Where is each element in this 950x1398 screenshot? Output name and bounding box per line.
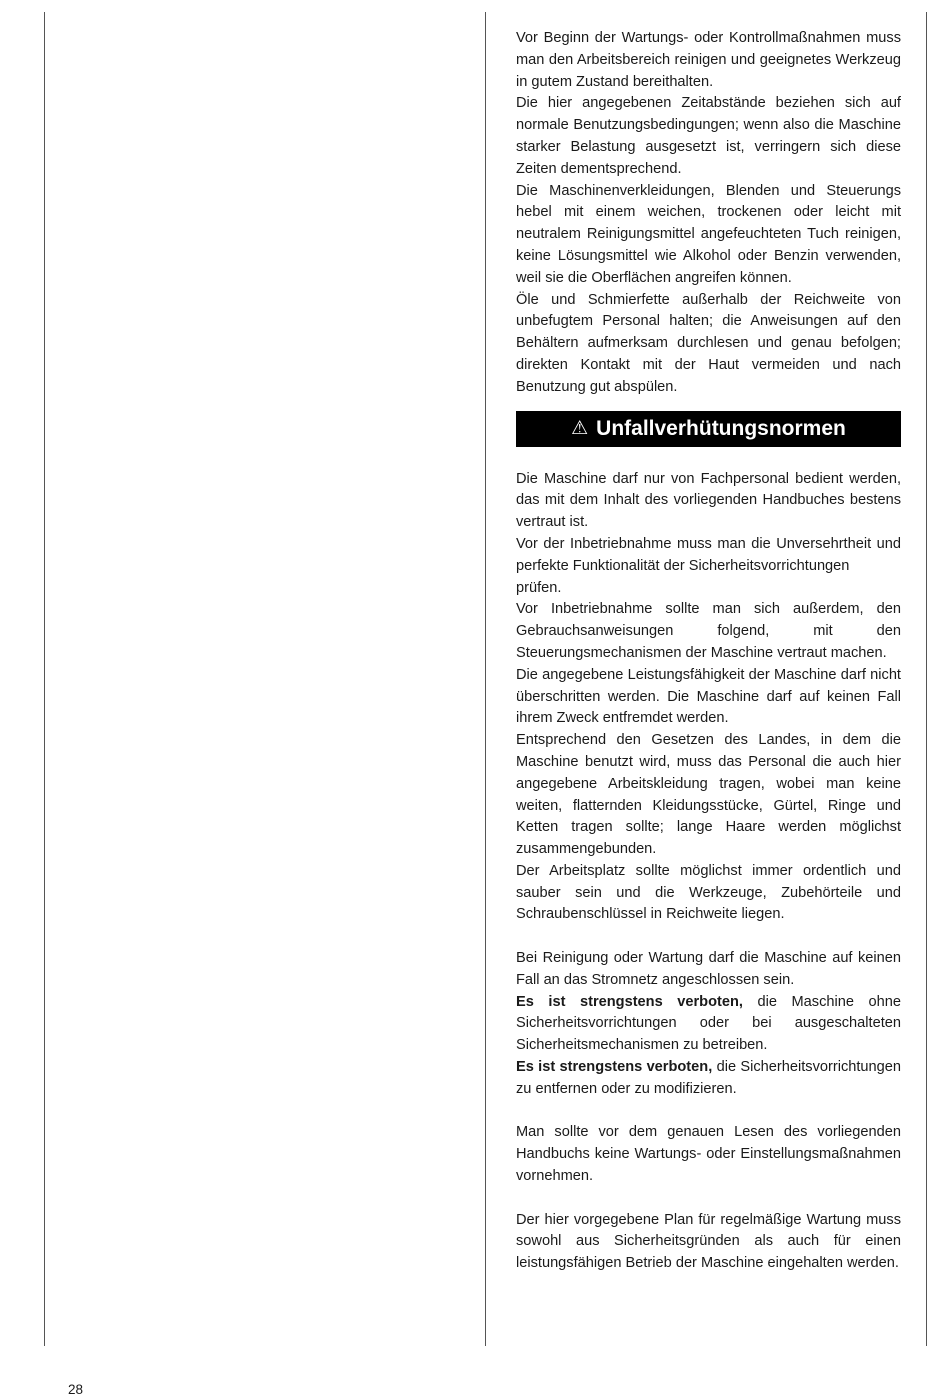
paragraph-work-clothing: Entsprechend den Gesetzen des Landes, in dem die Maschine benutzt wird, muss das Personal die auch hier angegebene Arbeitskleidung tragen, wobei man keine weiten, flatternden Kleidungsstücke, Gürtel, Ringe und Ketten tragen sollte; lange Haare werden möglichst zusammengebunden.: [516, 732, 901, 858]
paragraph-prohibition-operation: [516, 992, 901, 1057]
paragraph-maintenance-plan: Der hier vorgegebene Plan für regelmäßige Wartung muss sowohl aus Sicherheitsgründen als auch für einen leistungsfähigen Betrieb der Maschine eingehalten werden.: [516, 1211, 901, 1272]
right-column-rule: [926, 12, 927, 1346]
left-column-rule: [44, 12, 45, 1346]
paragraph-prohibition-modification: [516, 1057, 901, 1101]
middle-column-rule: [485, 12, 486, 1346]
prohibition-text-2: die Sicherheitsvorrichtungen zu entfernen oder zu modifizieren.: [516, 1059, 901, 1097]
paragraph-controls-familiarity: Vor Inbetriebnahme sollte man sich außerdem, den Gebrauchsanweisungen folgend, mit den Steuerungsmechanismen der Maschine vertraut machen.: [516, 601, 901, 661]
paragraph-workplace-order: Der Arbeitsplatz sollte möglichst immer ordentlich und sauber sein und die Werkzeuge, Zubehörteile und Schraubenschlüssel in Reichweite liegen.: [516, 862, 901, 923]
paragraph-performance-limits: Die angegebene Leistungsfähigkeit der Maschine darf nicht überschritten werden. Die Maschine darf auf keinen Fall ihrem Zweck entfremdet werden.: [516, 666, 901, 727]
paragraph-check-devices-continued: prüfen.: [516, 579, 562, 596]
paragraph-disconnect-power: Bei Reinigung oder Wartung darf die Maschine auf keinen Fall an das Stromnetz angeschlossen sein.: [516, 950, 901, 988]
paragraph-read-manual: Man sollte vor dem genauen Lesen des vorliegenden Handbuchs keine Wartungs- oder Einstellungsmaßnahmen vornehmen.: [516, 1124, 901, 1185]
prohibition-text-1: die Maschine ohne Sicherheitsvorrichtungen oder bei ausgeschalteten Sicherheitsmechanismen zu betreiben.: [516, 993, 901, 1054]
paragraph-check-devices: Vor der Inbetriebnahme muss man die Unversehrtheit und perfekte Funktionalität der Sicherheitsvorrichtungen: [516, 535, 901, 574]
paragraph-intervals: Die hier angegebenen Zeitabstände beziehen sich auf normale Benutzungsbedingungen; wenn also die Maschine starker Belastung ausgesetzt ist, verringern sich diese Zeiten dementsprechend.: [516, 95, 901, 177]
paragraph-oils-greases: Öle und Schmierfette außerhalb der Reichweite von unbefugtem Personal halten; die Anweisungen auf den Behältern aufmerksam durchlesen und genau befolgen; direkten Kontakt mit der Haut vermeiden und nach Benutzung gut abspülen.: [516, 291, 901, 395]
prohibition-lead-1: Es ist strengstens verboten,: [516, 993, 743, 1010]
section-heading-banner: [516, 411, 901, 447]
paragraph-preparation: Vor Beginn der Wartungs- oder Kontrollmaßnahmen muss man den Arbeitsbereich reinigen und geeignetes Werkzeug in gutem Zustand bereithalten.: [516, 30, 901, 90]
prohibition-lead-2: Es ist strengstens verboten,: [516, 1059, 713, 1076]
right-text-column: [516, 28, 901, 1275]
warning-icon: ⚠: [571, 417, 589, 439]
page-number: 28: [68, 1382, 84, 1397]
paragraph-qualified-staff: Die Maschine darf nur von Fachpersonal bedient werden, das mit dem Inhalt des vorliegenden Handbuches bestens vertraut ist.: [516, 470, 901, 531]
section-heading-title: Unfallverhütungsnormen: [596, 416, 846, 440]
paragraph-cleaning-covers: Die Maschinenverkleidungen, Blenden und Steuerungs hebel mit einem weichen, trockenen oder leicht mit neutralem Reinigungsmittel angefeuchteten Tuch reinigen, keine Lösungsmittel wie Alkohol oder Benzin verwenden, weil sie die Oberflächen angreifen können.: [516, 182, 901, 286]
